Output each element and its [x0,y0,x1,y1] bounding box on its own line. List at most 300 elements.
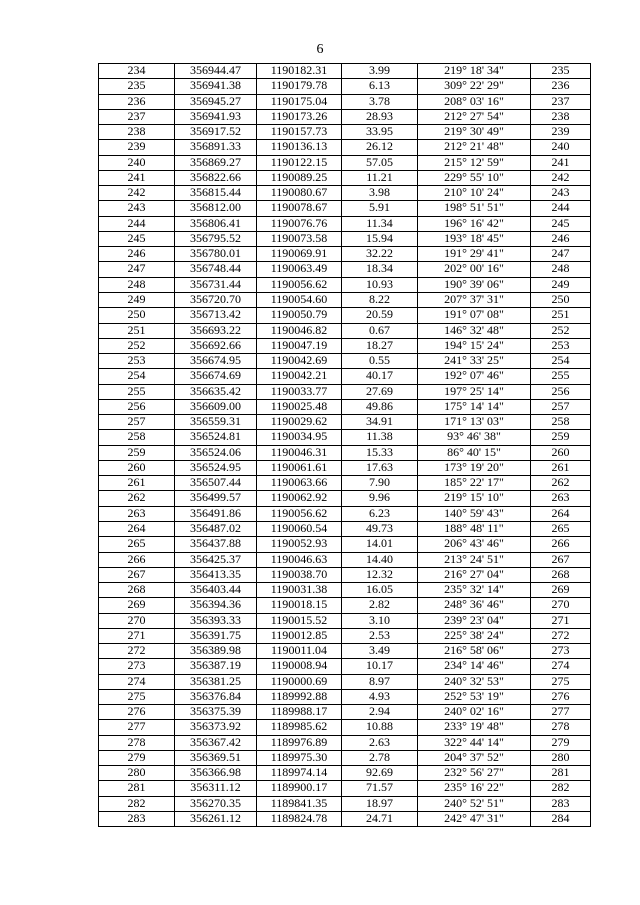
x-coordinate-cell: 356499.57 [175,491,257,506]
segment-length-cell: 15.94 [342,231,418,246]
segment-length-cell: 18.27 [342,338,418,353]
direction-angle-cell: 210° 10' 24" [418,186,531,201]
table-row [99,750,591,765]
y-coordinate-cell: 1190046.63 [257,552,342,567]
segment-length-cell: 18.34 [342,262,418,277]
point-number-cell: 262 [99,491,175,506]
table-row [99,155,591,170]
x-coordinate-cell: 356812.00 [175,201,257,216]
point-number-cell: 243 [99,201,175,216]
y-coordinate-cell: 1190122.15 [257,155,342,170]
y-coordinate-cell: 1190046.82 [257,323,342,338]
next-point-cell: 260 [531,445,591,460]
x-coordinate-cell: 356403.44 [175,583,257,598]
x-coordinate-cell: 356375.39 [175,705,257,720]
x-coordinate-cell: 356822.66 [175,170,257,185]
direction-angle-cell: 235° 16' 22" [418,781,531,796]
y-coordinate-cell: 1189900.17 [257,781,342,796]
direction-angle-cell: 216° 27' 04" [418,567,531,582]
segment-length-cell: 27.69 [342,384,418,399]
next-point-cell: 243 [531,186,591,201]
point-number-cell: 266 [99,552,175,567]
y-coordinate-cell: 1189824.78 [257,812,342,827]
point-number-cell: 246 [99,247,175,262]
point-number-cell: 237 [99,109,175,124]
point-number-cell: 238 [99,125,175,140]
x-coordinate-cell: 356692.66 [175,338,257,353]
segment-length-cell: 2.78 [342,750,418,765]
direction-angle-cell: 208° 03' 16" [418,94,531,109]
y-coordinate-cell: 1190052.93 [257,537,342,552]
table-row [99,583,591,598]
table-row [99,109,591,124]
table-row [99,812,591,827]
x-coordinate-cell: 356381.25 [175,674,257,689]
y-coordinate-cell: 1190012.85 [257,628,342,643]
point-number-cell: 257 [99,415,175,430]
segment-length-cell: 3.78 [342,94,418,109]
table-row [99,186,591,201]
next-point-cell: 284 [531,812,591,827]
x-coordinate-cell: 356311.12 [175,781,257,796]
direction-angle-cell: 219° 15' 10" [418,491,531,506]
direction-angle-cell: 198° 51' 51" [418,201,531,216]
direction-angle-cell: 171° 13' 03" [418,415,531,430]
point-number-cell: 265 [99,537,175,552]
next-point-cell: 254 [531,354,591,369]
x-coordinate-cell: 356713.42 [175,308,257,323]
direction-angle-cell: 193° 18' 45" [418,231,531,246]
next-point-cell: 253 [531,338,591,353]
point-number-cell: 269 [99,598,175,613]
table-row [99,491,591,506]
next-point-cell: 277 [531,705,591,720]
segment-length-cell: 8.97 [342,674,418,689]
next-point-cell: 282 [531,781,591,796]
segment-length-cell: 40.17 [342,369,418,384]
direction-angle-cell: 241° 33' 25" [418,354,531,369]
next-point-cell: 240 [531,140,591,155]
next-point-cell: 279 [531,735,591,750]
next-point-cell: 262 [531,476,591,491]
table-row [99,476,591,491]
next-point-cell: 249 [531,277,591,292]
x-coordinate-cell: 356635.42 [175,384,257,399]
next-point-cell: 271 [531,613,591,628]
next-point-cell: 235 [531,64,591,79]
direction-angle-cell: 242° 47' 31" [418,812,531,827]
table-row [99,506,591,521]
x-coordinate-cell: 356261.12 [175,812,257,827]
table-row [99,766,591,781]
y-coordinate-cell: 1190018.15 [257,598,342,613]
table-row [99,292,591,307]
direction-angle-cell: 252° 53' 19" [418,689,531,704]
table-row [99,552,591,567]
direction-angle-cell: 213° 24' 51" [418,552,531,567]
point-number-cell: 242 [99,186,175,201]
x-coordinate-cell: 356748.44 [175,262,257,277]
point-number-cell: 261 [99,476,175,491]
point-number-cell: 281 [99,781,175,796]
point-number-cell: 234 [99,64,175,79]
direction-angle-cell: 207° 37' 31" [418,292,531,307]
y-coordinate-cell: 1190136.13 [257,140,342,155]
direction-angle-cell: 197° 25' 14" [418,384,531,399]
point-number-cell: 282 [99,796,175,811]
y-coordinate-cell: 1190042.21 [257,369,342,384]
y-coordinate-cell: 1190031.38 [257,583,342,598]
y-coordinate-cell: 1189841.35 [257,796,342,811]
y-coordinate-cell: 1190033.77 [257,384,342,399]
x-coordinate-cell: 356941.38 [175,79,257,94]
next-point-cell: 247 [531,247,591,262]
segment-length-cell: 11.38 [342,430,418,445]
next-point-cell: 281 [531,766,591,781]
y-coordinate-cell: 1190062.92 [257,491,342,506]
direction-angle-cell: 240° 32' 53" [418,674,531,689]
segment-length-cell: 49.73 [342,521,418,536]
y-coordinate-cell: 1190063.49 [257,262,342,277]
table-row [99,445,591,460]
point-number-cell: 277 [99,720,175,735]
point-number-cell: 264 [99,521,175,536]
y-coordinate-cell: 1190011.04 [257,644,342,659]
table-row [99,781,591,796]
segment-length-cell: 3.98 [342,186,418,201]
x-coordinate-cell: 356425.37 [175,552,257,567]
table-row [99,308,591,323]
table-row [99,644,591,659]
point-number-cell: 267 [99,567,175,582]
point-number-cell: 256 [99,399,175,414]
x-coordinate-cell: 356366.98 [175,766,257,781]
point-number-cell: 280 [99,766,175,781]
x-coordinate-cell: 356945.27 [175,94,257,109]
next-point-cell: 265 [531,521,591,536]
point-number-cell: 251 [99,323,175,338]
segment-length-cell: 16.05 [342,583,418,598]
next-point-cell: 264 [531,506,591,521]
direction-angle-cell: 194° 15' 24" [418,338,531,353]
table-row [99,567,591,582]
segment-length-cell: 3.49 [342,644,418,659]
x-coordinate-cell: 356815.44 [175,186,257,201]
direction-angle-cell: 212° 27' 54" [418,109,531,124]
y-coordinate-cell: 1190047.19 [257,338,342,353]
segment-length-cell: 18.97 [342,796,418,811]
y-coordinate-cell: 1190173.26 [257,109,342,124]
x-coordinate-cell: 356394.36 [175,598,257,613]
y-coordinate-cell: 1190034.95 [257,430,342,445]
x-coordinate-cell: 356270.35 [175,796,257,811]
direction-angle-cell: 191° 07' 08" [418,308,531,323]
x-coordinate-cell: 356674.95 [175,354,257,369]
x-coordinate-cell: 356869.27 [175,155,257,170]
next-point-cell: 275 [531,674,591,689]
point-number-cell: 240 [99,155,175,170]
direction-angle-cell: 212° 21' 48" [418,140,531,155]
segment-length-cell: 34.91 [342,415,418,430]
table-row [99,369,591,384]
y-coordinate-cell: 1190056.62 [257,277,342,292]
y-coordinate-cell: 1190056.62 [257,506,342,521]
point-number-cell: 258 [99,430,175,445]
next-point-cell: 263 [531,491,591,506]
point-number-cell: 244 [99,216,175,231]
segment-length-cell: 4.93 [342,689,418,704]
direction-angle-cell: 232° 56' 27" [418,766,531,781]
y-coordinate-cell: 1190008.94 [257,659,342,674]
point-number-cell: 253 [99,354,175,369]
next-point-cell: 239 [531,125,591,140]
segment-length-cell: 7.90 [342,476,418,491]
x-coordinate-cell: 356389.98 [175,644,257,659]
next-point-cell: 244 [531,201,591,216]
direction-angle-cell: 240° 02' 16" [418,705,531,720]
segment-length-cell: 15.33 [342,445,418,460]
x-coordinate-cell: 356487.02 [175,521,257,536]
table-row [99,674,591,689]
segment-length-cell: 3.99 [342,64,418,79]
y-coordinate-cell: 1190054.60 [257,292,342,307]
x-coordinate-cell: 356674.69 [175,369,257,384]
next-point-cell: 280 [531,750,591,765]
y-coordinate-cell: 1190050.79 [257,308,342,323]
point-number-cell: 249 [99,292,175,307]
point-number-cell: 241 [99,170,175,185]
coordinates-table-body [99,64,591,827]
direction-angle-cell: 196° 16' 42" [418,216,531,231]
table-row [99,64,591,79]
direction-angle-cell: 191° 29' 41" [418,247,531,262]
segment-length-cell: 26.12 [342,140,418,155]
y-coordinate-cell: 1189988.17 [257,705,342,720]
segment-length-cell: 10.93 [342,277,418,292]
y-coordinate-cell: 1190080.67 [257,186,342,201]
point-number-cell: 247 [99,262,175,277]
next-point-cell: 274 [531,659,591,674]
y-coordinate-cell: 1190182.31 [257,64,342,79]
y-coordinate-cell: 1190069.91 [257,247,342,262]
direction-angle-cell: 140° 59' 43" [418,506,531,521]
direction-angle-cell: 146° 32' 48" [418,323,531,338]
segment-length-cell: 28.93 [342,109,418,124]
table-row [99,720,591,735]
segment-length-cell: 57.05 [342,155,418,170]
x-coordinate-cell: 356393.33 [175,613,257,628]
y-coordinate-cell: 1190025.48 [257,399,342,414]
segment-length-cell: 11.21 [342,170,418,185]
point-number-cell: 236 [99,94,175,109]
y-coordinate-cell: 1190063.66 [257,476,342,491]
table-row [99,628,591,643]
direction-angle-cell: 219° 18' 34" [418,64,531,79]
direction-angle-cell: 240° 52' 51" [418,796,531,811]
y-coordinate-cell: 1190157.73 [257,125,342,140]
segment-length-cell: 2.94 [342,705,418,720]
point-number-cell: 255 [99,384,175,399]
x-coordinate-cell: 356693.22 [175,323,257,338]
point-number-cell: 278 [99,735,175,750]
table-row [99,125,591,140]
x-coordinate-cell: 356491.86 [175,506,257,521]
direction-angle-cell: 235° 32' 14" [418,583,531,598]
table-row [99,415,591,430]
segment-length-cell: 14.01 [342,537,418,552]
y-coordinate-cell: 1190000.69 [257,674,342,689]
table-row [99,613,591,628]
x-coordinate-cell: 356387.19 [175,659,257,674]
point-number-cell: 250 [99,308,175,323]
next-point-cell: 261 [531,460,591,475]
segment-length-cell: 5.91 [342,201,418,216]
point-number-cell: 272 [99,644,175,659]
segment-length-cell: 6.13 [342,79,418,94]
segment-length-cell: 12.32 [342,567,418,582]
next-point-cell: 237 [531,94,591,109]
x-coordinate-cell: 356524.81 [175,430,257,445]
point-number-cell: 268 [99,583,175,598]
segment-length-cell: 2.63 [342,735,418,750]
table-row [99,354,591,369]
table-row [99,735,591,750]
table-row [99,521,591,536]
x-coordinate-cell: 356720.70 [175,292,257,307]
table-row [99,79,591,94]
point-number-cell: 271 [99,628,175,643]
direction-angle-cell: 206° 43' 46" [418,537,531,552]
next-point-cell: 236 [531,79,591,94]
table-row [99,705,591,720]
next-point-cell: 242 [531,170,591,185]
next-point-cell: 267 [531,552,591,567]
y-coordinate-cell: 1190038.70 [257,567,342,582]
segment-length-cell: 9.96 [342,491,418,506]
direction-angle-cell: 239° 23' 04" [418,613,531,628]
x-coordinate-cell: 356524.06 [175,445,257,460]
next-point-cell: 272 [531,628,591,643]
x-coordinate-cell: 356917.52 [175,125,257,140]
next-point-cell: 266 [531,537,591,552]
next-point-cell: 278 [531,720,591,735]
next-point-cell: 276 [531,689,591,704]
x-coordinate-cell: 356437.88 [175,537,257,552]
next-point-cell: 255 [531,369,591,384]
next-point-cell: 259 [531,430,591,445]
point-number-cell: 239 [99,140,175,155]
x-coordinate-cell: 356391.75 [175,628,257,643]
direction-angle-cell: 192° 07' 46" [418,369,531,384]
point-number-cell: 254 [99,369,175,384]
table-row [99,247,591,262]
table-row [99,201,591,216]
direction-angle-cell: 202° 00' 16" [418,262,531,277]
y-coordinate-cell: 1189974.14 [257,766,342,781]
point-number-cell: 252 [99,338,175,353]
x-coordinate-cell: 356413.35 [175,567,257,582]
direction-angle-cell: 248° 36' 46" [418,598,531,613]
point-number-cell: 259 [99,445,175,460]
next-point-cell: 238 [531,109,591,124]
x-coordinate-cell: 356373.92 [175,720,257,735]
direction-angle-cell: 233° 19' 48" [418,720,531,735]
x-coordinate-cell: 356376.84 [175,689,257,704]
next-point-cell: 273 [531,644,591,659]
y-coordinate-cell: 1190060.54 [257,521,342,536]
segment-length-cell: 17.63 [342,460,418,475]
direction-angle-cell: 175° 14' 14" [418,399,531,414]
point-number-cell: 276 [99,705,175,720]
y-coordinate-cell: 1189985.62 [257,720,342,735]
segment-length-cell: 10.88 [342,720,418,735]
y-coordinate-cell: 1189992.88 [257,689,342,704]
direction-angle-cell: 229° 55' 10" [418,170,531,185]
x-coordinate-cell: 356609.00 [175,399,257,414]
y-coordinate-cell: 1189976.89 [257,735,342,750]
x-coordinate-cell: 356507.44 [175,476,257,491]
table-row [99,262,591,277]
segment-length-cell: 92.69 [342,766,418,781]
direction-angle-cell: 225° 38' 24" [418,628,531,643]
next-point-cell: 251 [531,308,591,323]
next-point-cell: 258 [531,415,591,430]
next-point-cell: 257 [531,399,591,414]
table-row [99,216,591,231]
table-row [99,659,591,674]
segment-length-cell: 8.22 [342,292,418,307]
point-number-cell: 274 [99,674,175,689]
point-number-cell: 275 [99,689,175,704]
point-number-cell: 279 [99,750,175,765]
table-row [99,231,591,246]
table-row [99,598,591,613]
page-number: 6 [316,42,324,57]
next-point-cell: 246 [531,231,591,246]
y-coordinate-cell: 1190175.04 [257,94,342,109]
point-number-cell: 235 [99,79,175,94]
segment-length-cell: 3.10 [342,613,418,628]
point-number-cell: 245 [99,231,175,246]
table-row [99,338,591,353]
y-coordinate-cell: 1190078.67 [257,201,342,216]
y-coordinate-cell: 1189975.30 [257,750,342,765]
table-row [99,460,591,475]
segment-length-cell: 0.67 [342,323,418,338]
segment-length-cell: 11.34 [342,216,418,231]
point-number-cell: 248 [99,277,175,292]
direction-angle-cell: 309° 22' 29" [418,79,531,94]
table-row [99,430,591,445]
coordinates-table [98,63,591,827]
direction-angle-cell: 322° 44' 14" [418,735,531,750]
point-number-cell: 283 [99,812,175,827]
segment-length-cell: 49.86 [342,399,418,414]
segment-length-cell: 2.82 [342,598,418,613]
direction-angle-cell: 234° 14' 46" [418,659,531,674]
x-coordinate-cell: 356367.42 [175,735,257,750]
table-row [99,94,591,109]
direction-angle-cell: 173° 19' 20" [418,460,531,475]
direction-angle-cell: 185° 22' 17" [418,476,531,491]
next-point-cell: 268 [531,567,591,582]
x-coordinate-cell: 356524.95 [175,460,257,475]
x-coordinate-cell: 356780.01 [175,247,257,262]
direction-angle-cell: 215° 12' 59" [418,155,531,170]
segment-length-cell: 2.53 [342,628,418,643]
y-coordinate-cell: 1190076.76 [257,216,342,231]
table-row [99,170,591,185]
